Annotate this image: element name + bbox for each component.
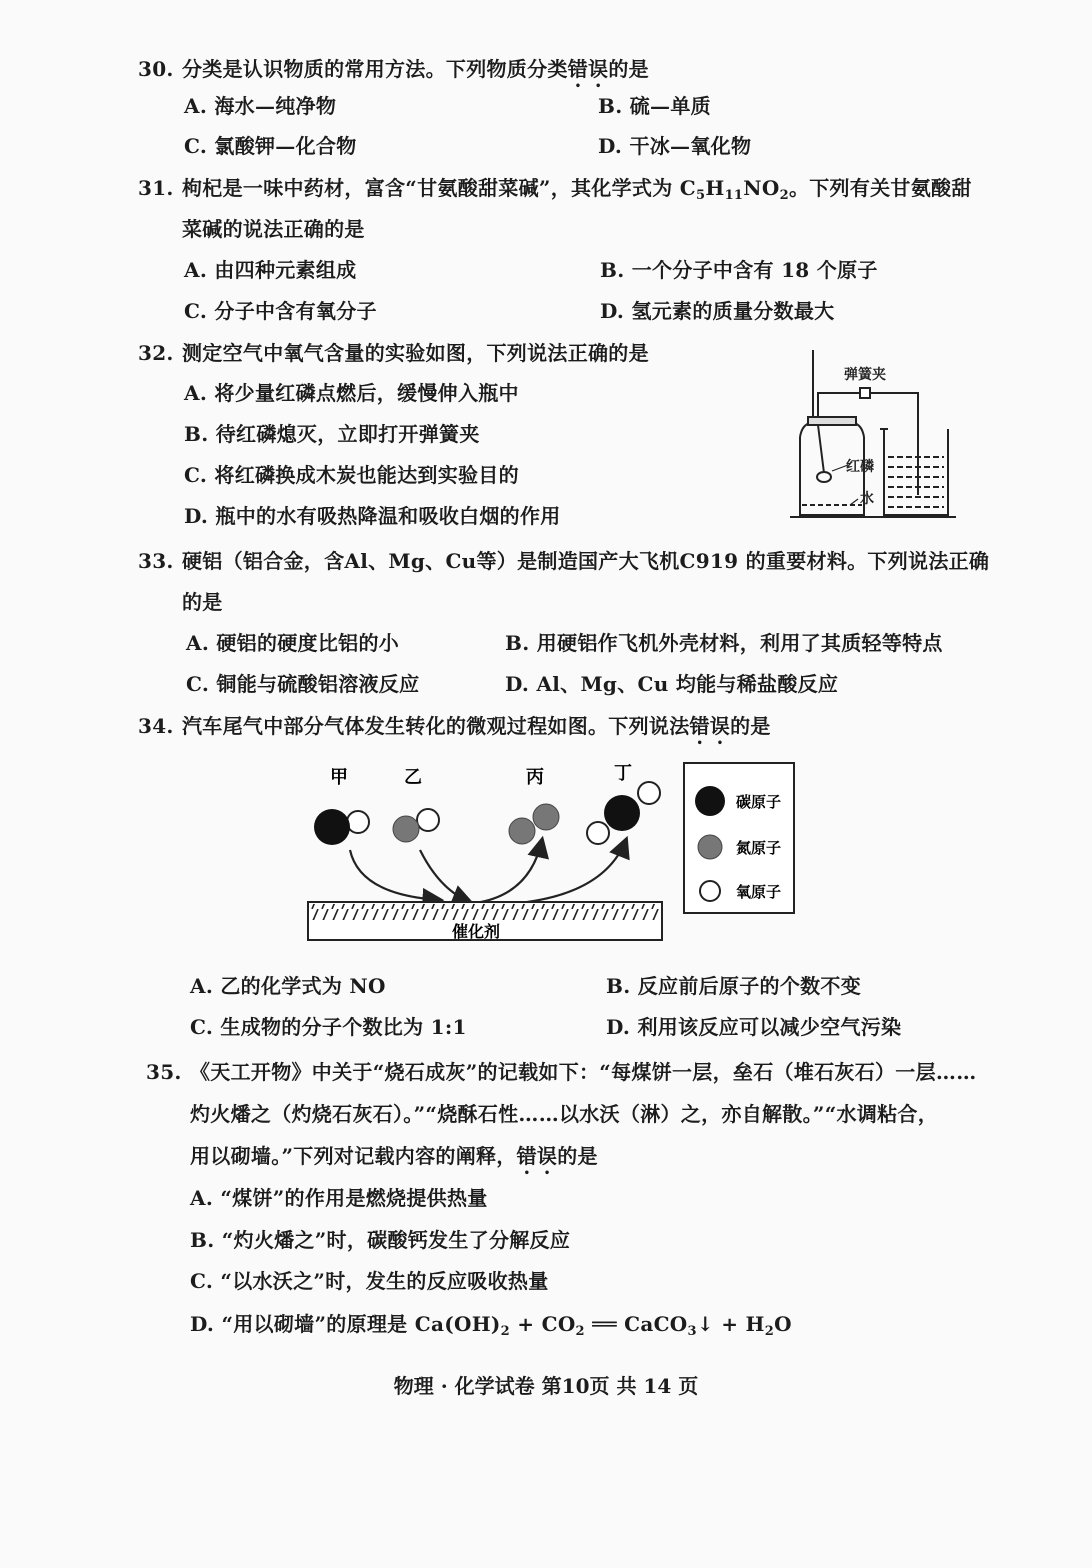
q35-stem-line3: 用以砌墙。”下列对记载内容的阐释，错误的是 [190,1144,598,1168]
q34-stem: 34. 汽车尾气中部分气体发生转化的微观过程如图。下列说法错误的是 [138,714,771,738]
oxygen-atom [347,811,369,833]
q33-number: 33. [138,549,174,573]
legend-carbon: 碳原子 [736,793,782,811]
q32-option-d: D. 瓶中的水有吸热降温和吸收白烟的作用 [184,504,561,528]
q33-option-c: C. 铜能与硫酸铝溶液反应 [186,672,420,696]
nitrogen-atom [393,816,419,842]
q35-option-b: B. “灼火燔之”时，碳酸钙发生了分解反应 [190,1228,571,1252]
q35-option-a: A. “煤饼”的作用是燃烧提供热量 [190,1186,488,1210]
q30-option-d: D. 干冰—氧化物 [598,134,752,158]
q33-option-b: B. 用硬铝作飞机外壳材料，利用了其质轻等特点 [505,631,943,655]
q30-option-a: A. 海水—纯净物 [184,94,337,118]
legend-nitrogen: 氮原子 [736,839,782,857]
oxygen-atom [417,809,439,831]
catalyst-hatch [310,904,660,920]
q32-stem: 32. 测定空气中氧气含量的实验如图，下列说法正确的是 [138,341,649,365]
q30-stem: 30. 分类是认识物质的常用方法。下列物质分类错误的是 [138,57,649,81]
label-water: 水 [860,491,874,507]
carbon-atom [314,809,350,845]
q32-option-b: B. 待红磷熄灭，立即打开弹簧夹 [184,422,480,446]
q33-stem-cont: 的是 [182,590,223,614]
label-yi: 乙 [404,767,422,788]
q34-number: 34. [138,714,174,738]
q31-option-a: A. 由四种元素组成 [184,258,357,282]
label-catalyst: 催化剂 [452,922,501,941]
q30-option-b: B. 硫—单质 [598,94,711,118]
q35-number: 35. [146,1060,182,1084]
carbon-atom [604,795,640,831]
oxygen-experiment-figure [780,345,970,525]
label-red-phosphorus: 红磷 [846,459,874,475]
q30-number: 30. [138,57,174,81]
q32-option-a: A. 将少量红磷点燃后，缓慢伸入瓶中 [184,381,519,405]
legend-nitrogen-icon [698,835,722,859]
legend-oxygen-icon [700,881,720,901]
oxygen-atom [638,782,660,804]
emphasis-text: 错误 [567,57,609,81]
q32-option-c: C. 将红磷换成木炭也能达到实验目的 [184,463,519,487]
reaction-arrow [420,850,470,902]
label-spring-clip: 弹簧夹 [844,367,886,383]
reaction-micro-figure [300,755,820,950]
label-bing: 丙 [526,767,544,788]
reaction-arrow [350,850,440,900]
q31-number: 31. [138,176,174,200]
q32-number: 32. [138,341,174,365]
q33-option-d: D. Al、Mg、Cu 均能与稀盐酸反应 [505,672,839,696]
nitrogen-atom [509,818,535,844]
reaction-arrow [475,840,542,903]
q33-stem: 33. 硬铝（铝合金，含Al、Mg、Cu等）是制造国产大飞机C919 的重要材料。下列说法正确 [138,549,990,573]
legend-carbon-icon [695,786,725,816]
emphasis-text: 错误 [689,714,731,738]
q34-option-b: B. 反应前后原子的个数不变 [606,974,862,998]
q31-option-d: D. 氢元素的质量分数最大 [600,299,835,323]
legend-oxygen: 氧原子 [736,883,782,901]
q35-stem: 35. 《天工开物》中关于“烧石成灰”的记载如下：“每煤饼一层，垒石（堆石灰石）一层…… [146,1060,977,1084]
page-footer: 物理 · 化学试卷 第10页 共 14 页 [393,1374,699,1398]
q35-option-d: D. “用以砌墙”的原理是 $Ca(OH)_2 + CO_2$ ══ CaCO$_3$↓ + $H_2O$ [190,1312,792,1339]
q31-stem: 31. 枸杞是一味中药材，富含“甘氨酸甜菜碱”，其化学式为 $C_5H_{11}NO_2$。下列有关甘氨酸甜 [138,176,972,203]
q30-option-c: C. 氯酸钾—化合物 [184,134,357,158]
q34-option-a: A. 乙的化学式为 NO [190,974,386,998]
q35-option-c: C. “以水沃之”时，发生的反应吸收热量 [190,1269,549,1293]
nitrogen-atom [533,804,559,830]
emphasis-text: 错误 [516,1144,558,1168]
q34-option-d: D. 利用该反应可以减少空气污染 [606,1015,902,1039]
q34-option-c: C. 生成物的分子个数比为 1:1 [190,1015,467,1039]
q31-option-b: B. 一个分子中含有 18 个原子 [600,258,878,282]
q31-option-c: C. 分子中含有氧分子 [184,299,377,323]
q33-option-a: A. 硬铝的硬度比铝的小 [186,631,400,655]
q31-stem-cont: 菜碱的说法正确的是 [182,217,365,241]
label-jia: 甲 [330,767,348,788]
oxygen-atom [587,822,609,844]
label-ding: 丁 [614,763,632,784]
q35-stem-line2: 灼火燔之（灼烧石灰石）。”“烧酥石性……以水沃（淋）之，亦自解散。”“水调粘合， [190,1102,939,1126]
